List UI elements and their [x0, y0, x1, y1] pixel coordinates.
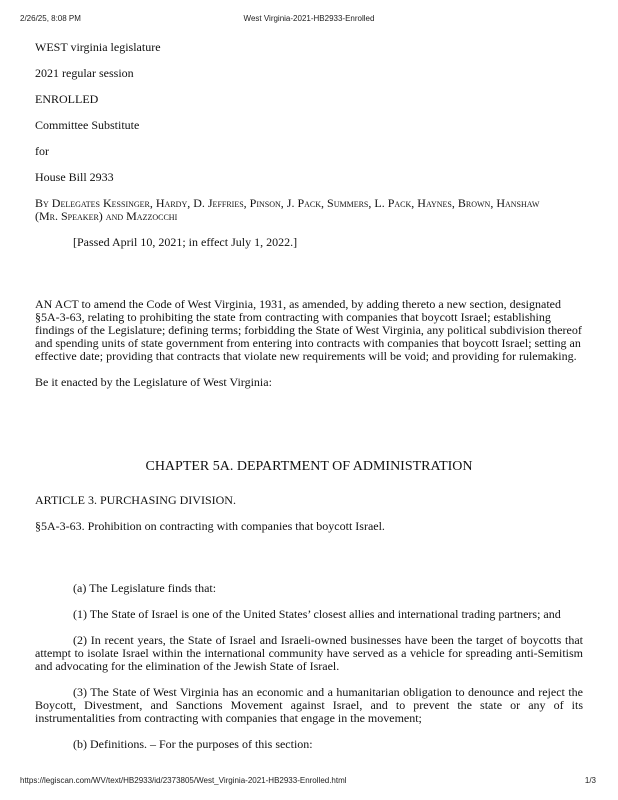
legislature-heading: WEST virginia legislature	[35, 40, 161, 54]
print-footer-url: https://legiscan.com/WV/text/HB2933/id/2373805/West_Virginia-2021-HB2933-Enrolled.html	[20, 776, 347, 785]
section-heading: §5A-3-63. Prohibition on contracting with companies that boycott Israel.	[35, 519, 385, 533]
bill-number: House Bill 2933	[35, 170, 114, 184]
print-header-datetime: 2/26/25, 8:08 PM	[20, 14, 81, 23]
session-heading: 2021 regular session	[35, 66, 134, 80]
sponsors-line-2: (Mr. Speaker) and Mazzocchi	[35, 209, 178, 223]
enrolled-status: ENROLLED	[35, 92, 99, 106]
chapter-heading: CHAPTER 5A. DEPARTMENT OF ADMINISTRATION	[145, 459, 473, 474]
finding-3: (3) The State of West Virginia has an economic and a humanitarian obligation to denounce and reject the Boycott, Divestment, and Sanctions Movement against Israel, and to prevent the state or any of its instrumentalities from contracting with companies that engage in the movement;	[35, 685, 583, 725]
act-title-paragraph: AN ACT to amend the Code of West Virginia, 1931, as amended, by adding thereto a new section, designated §5A-3-63, relating to prohibiting the state from contracting with companies that boycott Israel; establishing findings of the Legislature; defining terms; forbidding the State of West Virginia, any political subdivision thereof and spending units of state government from entering into contracts with companies that boycott Israel; setting an effective date; providing that contracts that violate new requirements will be void; and providing for rulemaking.	[35, 297, 582, 363]
sponsors-line-1: By Delegates Kessinger, Hardy, D. Jeffries, Pinson, J. Pack, Summers, L. Pack, Haynes, Brown, Hanshaw	[35, 196, 540, 210]
finding-1: (1) The State of Israel is one of the United States’ closest allies and international trading partners; and	[73, 607, 561, 621]
passed-effective-dates: [Passed April 10, 2021; in effect July 1, 2022.]	[73, 235, 298, 249]
for-label: for	[35, 144, 49, 158]
print-header-title: West Virginia-2021-HB2933-Enrolled	[243, 14, 375, 23]
subsection-a: (a) The Legislature finds that:	[73, 581, 217, 595]
committee-substitute-label: Committee Substitute	[35, 118, 140, 132]
article-heading: ARTICLE 3. PURCHASING DIVISION.	[35, 493, 236, 507]
finding-2: (2) In recent years, the State of Israel and Israeli-owned businesses have been the target of boycotts that attempt to isolate Israel within the international community have served as a vehicle for spreading anti-Semitism and advocating for the elimination of the Jewish State of Israel.	[35, 633, 583, 673]
enacting-clause: Be it enacted by the Legislature of West Virginia:	[35, 375, 272, 389]
subsection-b-definitions: (b) Definitions. – For the purposes of this section:	[73, 737, 313, 751]
page-number: 1/3	[584, 776, 596, 785]
